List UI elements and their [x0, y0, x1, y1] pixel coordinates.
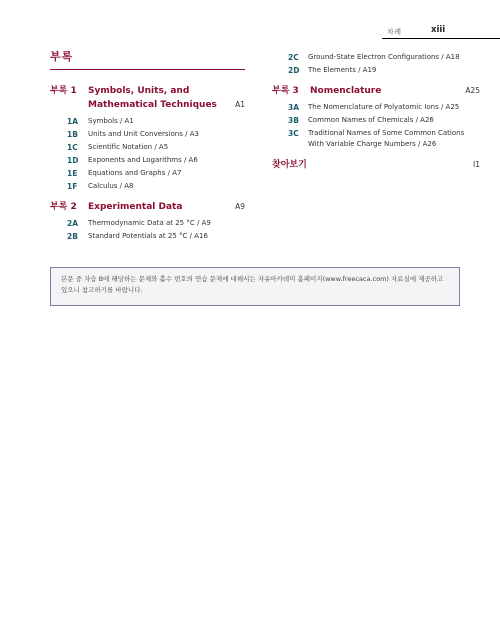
toc-entry[interactable] — [50, 181, 245, 192]
continued-entries — [272, 52, 480, 76]
section-page: A25 — [465, 86, 480, 95]
toc-left-column — [50, 48, 245, 248]
section-heading[interactable] — [272, 84, 480, 98]
section-page: A1 — [235, 100, 245, 109]
entry-text: Ground-State Electron Configurations / A18 — [308, 53, 460, 61]
entry-text: Calculus / A8 — [88, 182, 134, 190]
entry-code: 1F — [67, 182, 78, 191]
notice-line-2: 있으니 참고하기를 바랍니다. — [61, 286, 143, 294]
toc-section-appendix-1 — [50, 84, 245, 192]
entry-text: The Nomenclature of Polyatomic Ions / A25 — [308, 103, 460, 111]
toc-entry[interactable] — [50, 116, 245, 127]
entry-text: Thermodynamic Data at 25 °C / A9 — [88, 219, 211, 227]
section-heading[interactable] — [50, 200, 245, 214]
entry-code: 1D — [67, 156, 79, 165]
entry-code: 1B — [67, 130, 78, 139]
section-number: 부록 3 — [272, 86, 299, 96]
entry-code: 3B — [288, 116, 299, 125]
entry-code: 1C — [67, 143, 78, 152]
entry-text: Standard Potentials at 25 °C / A16 — [88, 232, 208, 240]
toc-entry[interactable] — [50, 142, 245, 153]
toc-section-index — [272, 158, 480, 172]
toc-entry[interactable] — [50, 218, 245, 229]
entry-text: Exponents and Logarithms / A6 — [88, 156, 198, 164]
section-number: 부록 1 — [50, 86, 77, 96]
toc-entry[interactable] — [50, 168, 245, 179]
toc-entry[interactable] — [272, 52, 480, 63]
entry-text: Traditional Names of Some Common Cations With Variable Charge Numbers / A26 — [308, 129, 465, 148]
toc-entry[interactable] — [50, 129, 245, 140]
toc-right-column — [272, 52, 480, 178]
toc-section-appendix-2 — [50, 200, 245, 242]
entry-text: Equations and Graphs / A7 — [88, 169, 182, 177]
header-page-number: xiii — [431, 25, 446, 35]
section-number: 부록 2 — [50, 202, 77, 212]
section-title: Nomenclature — [310, 86, 382, 96]
entry-code: 3C — [288, 129, 299, 138]
toc-section-appendix-3 — [272, 84, 480, 150]
entry-code: 3A — [288, 103, 300, 112]
toc-entry[interactable] — [272, 102, 480, 113]
toc-entry[interactable] — [272, 65, 480, 76]
entry-code: 2D — [288, 66, 300, 75]
entry-code: 2C — [288, 53, 299, 62]
toc-entry[interactable] — [50, 155, 245, 166]
appendix-heading: 부록 — [50, 48, 245, 70]
running-header — [382, 24, 500, 39]
entry-code: 1A — [67, 117, 79, 126]
section-heading[interactable] — [50, 84, 245, 112]
entry-text: Units and Unit Conversions / A3 — [88, 130, 199, 138]
toc-entry[interactable] — [50, 231, 245, 242]
section-page: A9 — [235, 202, 245, 211]
entry-text: Common Names of Chemicals / A26 — [308, 116, 434, 124]
entry-code: 2A — [67, 219, 79, 228]
section-title: Experimental Data — [88, 202, 183, 212]
index-title: 찾아보기 — [272, 160, 307, 170]
toc-entry[interactable] — [272, 128, 480, 150]
toc-entry[interactable] — [272, 115, 480, 126]
entry-code: 2B — [67, 232, 78, 241]
section-title: Symbols, Units, and Mathematical Techniques — [88, 86, 217, 110]
notice-box — [50, 267, 460, 306]
entry-text: The Elements / A19 — [308, 66, 377, 74]
header-section-label: 차례 — [387, 28, 402, 36]
section-entries — [272, 102, 480, 150]
index-heading[interactable] — [272, 158, 480, 172]
index-page: I1 — [473, 160, 480, 169]
section-entries — [50, 116, 245, 192]
entry-code: 1E — [67, 169, 78, 178]
entry-text: Scientific Notation / A5 — [88, 143, 169, 151]
notice-line-1: 본문 중 자습 B에 해당하는 문제와 홀수 번호의 연습 문제에 대해서는 자유아카데미 홈페이지(www.freecaca.com) 자료실에 제공하고 — [61, 275, 444, 283]
entry-text: Symbols / A1 — [88, 117, 134, 125]
section-entries — [50, 218, 245, 242]
